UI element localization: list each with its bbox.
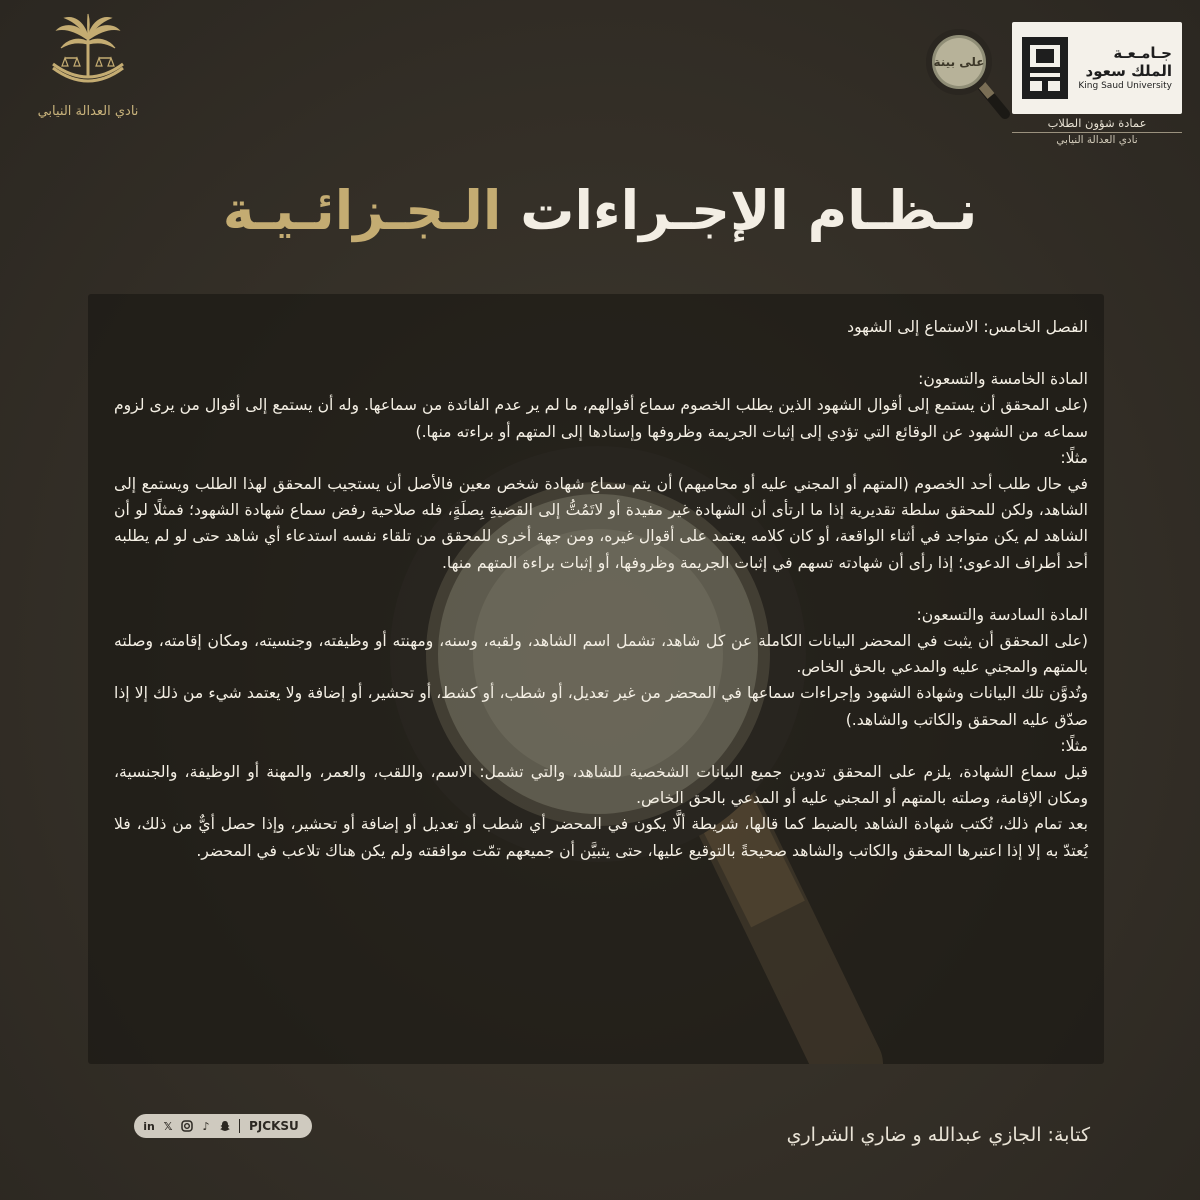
tiktok-icon[interactable]: ♪ xyxy=(202,1119,210,1133)
article-95-heading: المادة الخامسة والتسعون: xyxy=(918,370,1088,389)
article-96-example-1: قبل سماع الشهادة، يلزم على المحقق تدوين جميع البيانات الشخصية للشاهد، والتي تشمل: الاسم، واللقب، والعمر، والمهنة أو الوظيفة، والجنسية، ومكان الإقامة، وصلته بالمتهم أو المجني عليه أو المدعي بالحق الخاص. xyxy=(114,763,1088,808)
badge-text: على بينة xyxy=(933,55,985,69)
article-95-text: (على المحقق أن يستمع إلى أقوال الشهود الذين يطلب الخصوم سماع أقوالهم، ما لم ير عدم الفائدة من سماعها. وله أن يستمع إلى أقوال من يرى لزوم سماعه من الشهود عن الوقائع التي تؤدي إلى إثبات الجريمة وظروفها وإسنادها إلى المتهم أو براءته منها.) xyxy=(114,396,1088,441)
article-96-example-label: مثلًا: xyxy=(1060,736,1088,755)
article-95-example: في حال طلب أحد الخصوم (المتهم أو المجني عليه أو محاميهم) أن يتم سماع شهادة شخص معين فالأصل أن يستجيب المحقق لهذا الطلب ويستمع إلى الشاهد، ولكن للمحقق سلطة تقديرية إذا ما ارتأى أن الشهادة غير مفيدة أو لاتَمُتُّ إلى القضيةِ بِصلَةٍ، فله صلاحية رفض سماع شهادة الشهود؛ فمثلًا لو أن الشاهد لم يكن متواجد في أثناء الواقعة، أو كان كلامه يعتمد على أقوال غيره، ومن جهة أخرى للمحقق من تلقاء نفسه استدعاء أي شاهد حتى لو لم يطلبه أحد أطراف الدعوى؛ إذا رأى أن شهادته تسهم في إثبات الجريمة وظروفها، أو إثبات براءة المتهم منها. xyxy=(114,475,1088,572)
article-96-heading: المادة السادسة والتسعون: xyxy=(916,605,1088,624)
magnifier-badge xyxy=(925,28,1025,128)
content-panel xyxy=(88,294,1104,1064)
article-text xyxy=(114,314,1088,864)
author-credit: كتابة: الجازي عبدالله و ضاري الشراري xyxy=(786,1124,1090,1146)
ksu-subtitle xyxy=(1012,116,1182,148)
article-96-text-1: (على المحقق أن يثبت في المحضر البيانات الكاملة عن كل شاهد، تشمل اسم الشاهد، ولقبه، وسنه، ومهنته أو وظيفته، وجنسيته، ومكان إقامته، وصلته بالمتهم والمجني عليه والمدعي بالحق الخاص. xyxy=(114,632,1088,677)
ksu-name-line1: جـامـعـة xyxy=(1113,44,1172,62)
page-title xyxy=(0,176,1200,246)
article-96-text-2: وتُدوَّن تلك البيانات وشهادة الشهود وإجراءات سماعها في المحضر من غير تعديل، أو شطب، أو كشط، أو تحشير، أو إضافة ولا يعتمد شيء من ذلك إلا إذا صدّق عليه المحقق والكاتب والشاهد.) xyxy=(114,684,1088,729)
club-label: نادي العدالة النيابي xyxy=(1012,132,1182,148)
snapchat-icon[interactable] xyxy=(218,1119,232,1133)
ksu-name-english: King Saud University xyxy=(1078,81,1172,91)
magnifier-icon xyxy=(925,28,1025,128)
article-95-example-label: مثلًا: xyxy=(1060,448,1088,467)
palm-swords-scales-icon xyxy=(43,12,133,102)
x-icon[interactable]: 𝕏 xyxy=(163,1119,173,1133)
justice-club-logo xyxy=(28,12,148,130)
title-part-2: الـجـزائـيـة xyxy=(222,179,502,242)
social-bar xyxy=(134,1114,312,1138)
chapter-heading: الفصل الخامس: الاستماع إلى الشهود xyxy=(847,318,1088,336)
ksu-emblem-icon xyxy=(1022,37,1068,99)
linkedin-icon[interactable]: in xyxy=(143,1119,155,1133)
title-part-1: نـظـام الإجـراءات xyxy=(520,179,978,242)
ksu-logo xyxy=(1012,22,1182,114)
deanship-label: عمادة شؤون الطلاب xyxy=(1047,116,1147,130)
ksu-name-line2: الملك سعود xyxy=(1085,62,1172,80)
social-handle[interactable]: PJCKSU xyxy=(249,1119,299,1133)
article-96-example-2: بعد تمام ذلك، تُكتب شهادة الشاهد بالضبط كما قالها، شريطة ألَّا يكون في المحضر أي شطب أو تعديل أو إضافة أو تحشير، وإذا حصل أيٌّ من ذلك، فلا يُعتدّ به إلا إذا اعتبرها المحقق والكاتب والشاهد صحيحةً بالتوقيع عليها، حتى يتبيَّن أن جميعهم تمّت موافقته ولم يكن هناك تلاعب في المحضر. xyxy=(114,815,1088,860)
instagram-icon[interactable] xyxy=(180,1119,194,1133)
club-logo-caption: نادي العدالة النيابي xyxy=(37,104,139,119)
